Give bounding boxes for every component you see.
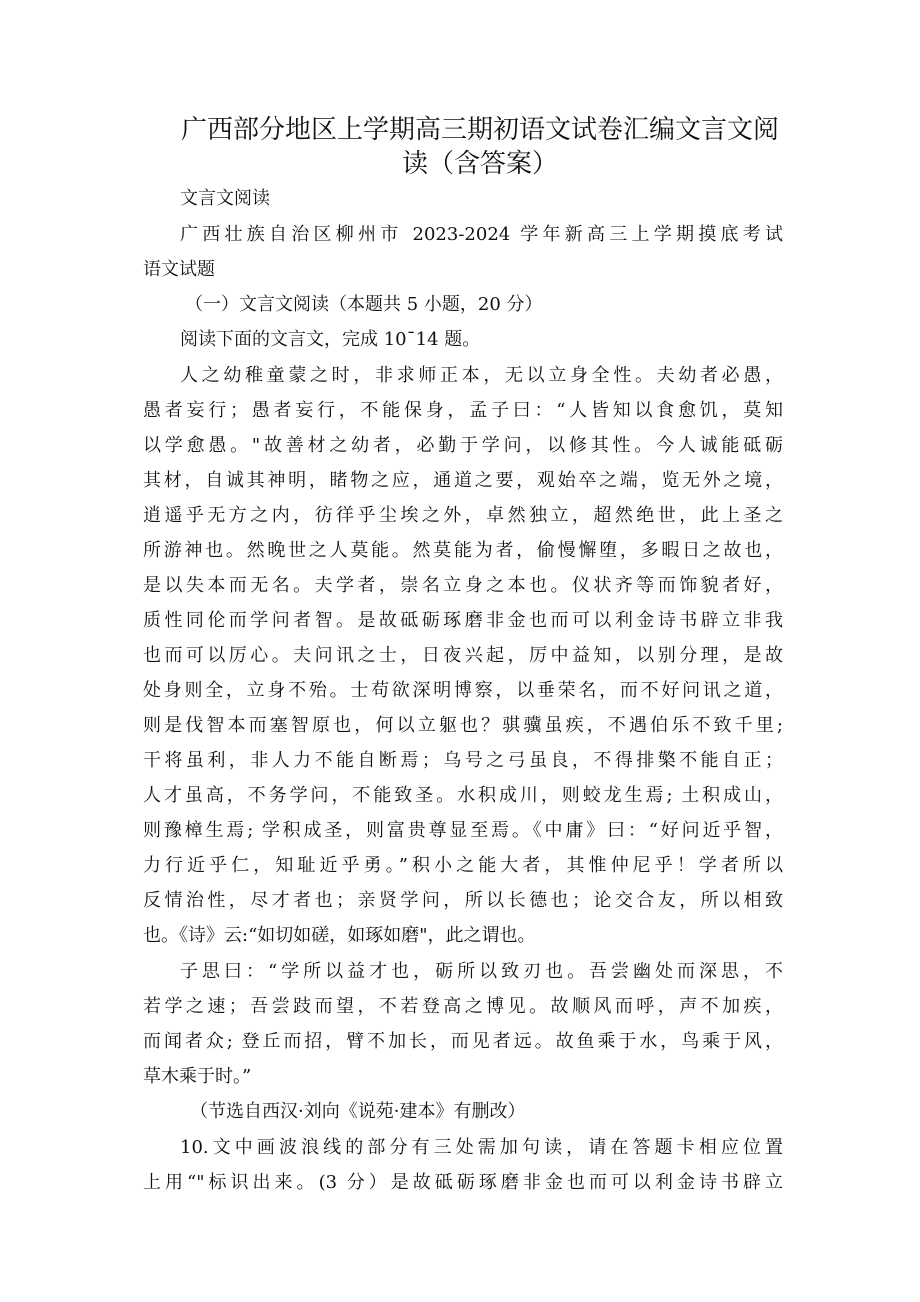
passage-line: 人之幼稚童蒙之时，非求师正本，无以立身全性。夫幼者必愚，	[180, 365, 783, 386]
passage-line: 则豫樟生焉; 学积成圣，则富贵尊显至焉。《中庸》曰：“好问近乎智，	[143, 820, 783, 841]
passage-line: 干将虽利，非人力不能自断焉；乌号之弓虽良，不得排檠不能自正；	[143, 750, 783, 771]
document-title-line-2: 读（含答案）	[401, 149, 558, 179]
passage-line: 以学愈愚。"故善材之幼者，必勤于学问，以修其性。今人诚能砥砺	[143, 435, 783, 456]
exam-source-line-2: 语文试题	[143, 259, 215, 280]
passage-line: 质性同伦而学问者智。是故砥砺琢磨非金也而可以利金诗书辟立非我	[143, 610, 783, 631]
source-citation: （节选自西汉·刘向《说苑·建本》有删改）	[190, 1101, 526, 1122]
part-heading: （一）文言文阅读（本题共 5 小题，20 分）	[185, 294, 543, 315]
passage-line: 草木乘于时。”	[143, 1066, 252, 1087]
passage-line: 若学之速；吾尝跂而望，不若登高之博见。故顺风而呼，声不加疾，	[143, 996, 783, 1017]
passage-line: 而闻者众; 登丘而招，臂不加长，而见者远。故鱼乘于水，鸟乘于风，	[143, 1031, 783, 1052]
passage-line: 则是伐智本而塞智原也，何以立躯也？骐骥虽疾，不遇伯乐不致千里;	[143, 715, 783, 736]
passage-line: 力行近乎仁，知耻近乎勇。”积小之能大者，其惟仲尼乎！学者所以	[143, 855, 783, 876]
question-10-line-2: 上用“"标识出来。(3 分）是故砥砺琢磨非金也而可以利金诗书辟立	[143, 1172, 783, 1193]
passage-line: 其材，自诚其神明，睹物之应，通道之要，观始卒之端，览无外之境，	[143, 470, 783, 491]
passage-line: 也。《诗》云:“如切如磋，如琢如磨"，此之谓也。	[143, 925, 536, 946]
passage-line: 子思曰：“学所以益才也，砺所以致刃也。吾尝幽处而深思，不	[180, 961, 783, 982]
passage-line: 人才虽高，不务学问，不能致圣。水积成川，则蛟龙生焉; 土积成山，	[143, 785, 783, 806]
question-10-line-1: 10.文中画波浪线的部分有三处需加句读，请在答题卡相应位置	[180, 1137, 783, 1158]
exam-source-line-1: 广西壮族自治区柳州市 2023-2024 学年新高三上学期摸底考试	[180, 224, 783, 245]
instruction: 阅读下面的文言文，完成 10¯14 题。	[180, 329, 481, 350]
passage-line: 处身则全，立身不殆。士苟欲深明博察，以垂荣名，而不好问讯之道，	[143, 680, 783, 701]
passage-line: 是以失本而无名。夫学者，崇名立身之本也。仪状齐等而饰貌者好，	[143, 575, 783, 596]
section-label: 文言文阅读	[180, 188, 270, 209]
passage-line: 逍遥乎无方之内，彷徉乎尘埃之外，卓然独立，超然绝世，此上圣之	[143, 505, 783, 526]
passage-line: 愚者妄行；愚者妄行，不能保身，孟子曰：“人皆知以食愈饥，莫知	[143, 400, 783, 421]
passage-line: 反情治性，尽才者也；亲贤学问，所以长德也；论交合友，所以相致	[143, 890, 783, 911]
document-title-line-1: 广西部分地区上学期高三期初语文试卷汇编文言文阅	[180, 115, 779, 145]
passage-line: 也而可以厉心。夫问讯之士，日夜兴起，厉中益知，以别分理，是故	[143, 645, 783, 666]
passage-line: 所游神也。然晚世之人莫能。然莫能为者，偷慢懈堕，多暇日之故也，	[143, 540, 783, 561]
